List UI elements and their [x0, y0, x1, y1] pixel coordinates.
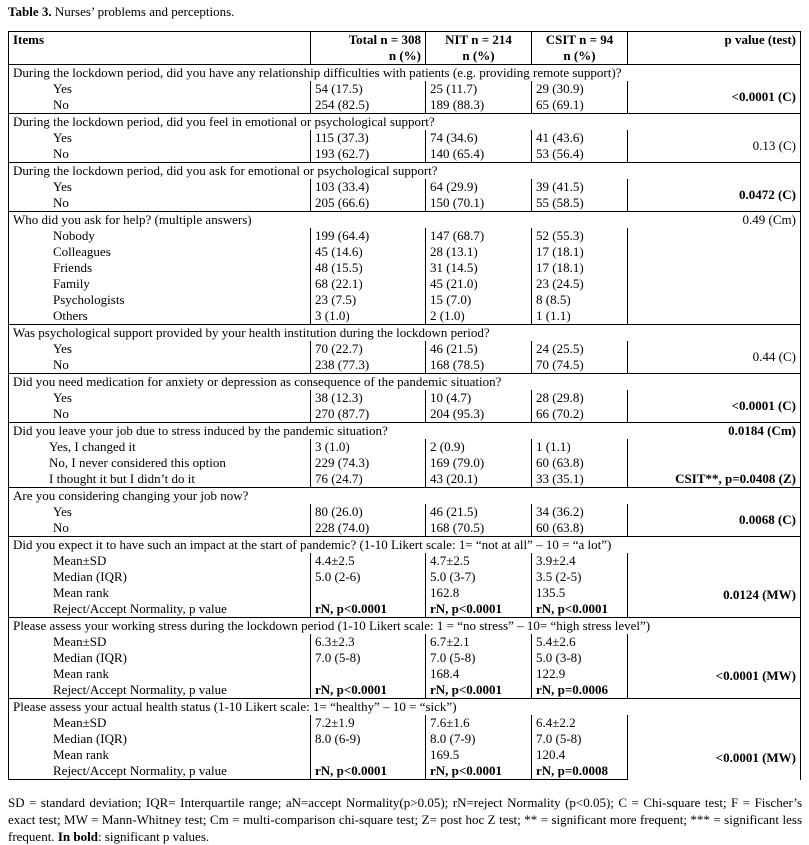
table-cell: 10 (4.7)	[426, 390, 532, 406]
table-cell: rN, p=0.0006	[532, 682, 628, 699]
table-cell: 2 (1.0)	[426, 308, 532, 325]
table-cell: 31 (14.5)	[426, 260, 532, 276]
table-cell: rN, p<0.0001	[311, 763, 426, 780]
table-cell: 228 (74.0)	[311, 520, 426, 537]
table-cell: 162.8	[426, 585, 532, 601]
table-row	[9, 228, 801, 244]
table-cell: 17 (18.1)	[532, 244, 628, 260]
table-cell: Friends	[9, 260, 311, 276]
table-cell: 65 (69.1)	[532, 97, 628, 114]
table-cell: 169 (79.0)	[426, 455, 532, 471]
table-cell: 23 (24.5)	[532, 276, 628, 292]
table-cell: Yes	[9, 81, 311, 97]
table-cell: Median (IQR)	[9, 569, 311, 585]
table-cell: 168 (78.5)	[426, 357, 532, 374]
table-cell	[628, 276, 801, 292]
table-row	[9, 292, 801, 308]
table-cell: Yes	[9, 179, 311, 195]
table-cell	[311, 585, 426, 601]
question-text: During the lockdown period, did you feel in emotional or psychological support?	[9, 114, 801, 131]
table-cell: 3 (1.0)	[311, 308, 426, 325]
table-row	[9, 244, 801, 260]
question-row	[9, 488, 801, 505]
table-cell: rN, p=0.0008	[532, 763, 628, 780]
table-cell: No	[9, 357, 311, 374]
question-row	[9, 114, 801, 131]
table-cell: Mean rank	[9, 666, 311, 682]
table-cell: Yes	[9, 390, 311, 406]
table-cell: Yes	[9, 504, 311, 520]
table-cell: No	[9, 406, 311, 423]
table-cell: 39 (41.5)	[532, 179, 628, 195]
col-nit: NIT n = 214 n (%)	[426, 32, 532, 65]
table-cell: 60 (63.8)	[532, 520, 628, 537]
table-cell: 189 (88.3)	[426, 97, 532, 114]
question-text: Who did you ask for help? (multiple answers)	[9, 212, 628, 229]
table-cell: Yes, I changed it	[9, 439, 311, 455]
question-row	[9, 65, 801, 82]
table-cell: 7.0 (5-8)	[311, 650, 426, 666]
question-text: Did you leave your job due to stress induced by the pandemic situation?	[9, 423, 628, 440]
table-cell: 68 (22.1)	[311, 276, 426, 292]
table-cell: rN, p<0.0001	[311, 601, 426, 618]
table-cell: 7.0 (5-8)	[532, 731, 628, 747]
table-cell: 3.9±2.4	[532, 553, 628, 569]
table-cell: 168 (70.5)	[426, 520, 532, 537]
p-value: 0.0124 (MW)	[628, 553, 801, 618]
table-cell: 140 (65.4)	[426, 146, 532, 163]
table-cell	[311, 747, 426, 763]
table-cell: 115 (37.3)	[311, 130, 426, 146]
table-cell: Nobody	[9, 228, 311, 244]
table-cell: 7.2±1.9	[311, 715, 426, 731]
table-cell: Colleagues	[9, 244, 311, 260]
table-cell: 6.4±2.2	[532, 715, 628, 731]
table-cell: 168.4	[426, 666, 532, 682]
caption-text: Nurses’ problems and perceptions.	[51, 4, 235, 19]
footnote-bold: In bold	[57, 829, 98, 844]
table-footnote	[8, 794, 802, 845]
footnote-tail: : significant p values.	[97, 829, 210, 844]
p-value: 0.13 (C)	[628, 130, 801, 163]
p-value: 0.49 (Cm)	[628, 212, 801, 229]
p-value: 0.44 (C)	[628, 341, 801, 374]
table-cell	[628, 228, 801, 244]
question-text: During the lockdown period, did you have any relationship difficulties with patients (e.g. providing remote support)?	[9, 65, 801, 82]
table-cell: 43 (20.1)	[426, 471, 532, 488]
p-value: <0.0001 (C)	[628, 81, 801, 114]
table-row	[9, 715, 801, 731]
table-cell: 6.3±2.3	[311, 634, 426, 650]
table-row	[9, 455, 801, 471]
table-cell: 204 (95.3)	[426, 406, 532, 423]
table-row	[9, 553, 801, 569]
table-cell: No	[9, 146, 311, 163]
question-text: Did you need medication for anxiety or depression as consequence of the pandemic situation?	[9, 374, 801, 391]
table-cell	[628, 455, 801, 471]
table-cell: 1 (1.1)	[532, 439, 628, 455]
p-value: 0.0184 (Cm)	[628, 423, 801, 440]
table-cell: rN, p<0.0001	[532, 601, 628, 618]
table-cell: Median (IQR)	[9, 731, 311, 747]
table-cell: 229 (74.3)	[311, 455, 426, 471]
table-cell	[628, 292, 801, 308]
table-header	[9, 32, 801, 65]
table-cell	[311, 666, 426, 682]
table-cell: Yes	[9, 341, 311, 357]
table-cell: 28 (13.1)	[426, 244, 532, 260]
table-cell	[628, 260, 801, 276]
table-cell: Reject/Accept Normality, p value	[9, 763, 311, 780]
question-row	[9, 423, 801, 440]
table-row	[9, 81, 801, 97]
question-text: Did you expect it to have such an impact at the start of pandemic? (1-10 Likert scale: 1= “not at all” – 10 = “a lot”)	[9, 537, 801, 554]
table-cell: 34 (36.2)	[532, 504, 628, 520]
table-cell: 4.7±2.5	[426, 553, 532, 569]
table-row	[9, 179, 801, 195]
table-cell: 205 (66.6)	[311, 195, 426, 212]
table-cell: rN, p<0.0001	[311, 682, 426, 699]
table-row	[9, 439, 801, 455]
p-value: 0.0472 (C)	[628, 179, 801, 212]
table-cell: 23 (7.5)	[311, 292, 426, 308]
table-cell: 5.0 (2-6)	[311, 569, 426, 585]
p-value: <0.0001 (MW)	[628, 715, 801, 780]
table-cell: 54 (17.5)	[311, 81, 426, 97]
col-items: Items	[9, 32, 311, 65]
table-cell: 70 (22.7)	[311, 341, 426, 357]
question-row	[9, 163, 801, 180]
table-cell: Psychologists	[9, 292, 311, 308]
table-cell: 28 (29.8)	[532, 390, 628, 406]
table-cell	[628, 308, 801, 325]
table-cell: No, I never considered this option	[9, 455, 311, 471]
question-text: Please assess your working stress during the lockdown period (1-10 Likert scale: 1 = “no stress” – 10= “high stress level”)	[9, 618, 801, 635]
table-cell: rN, p<0.0001	[426, 763, 532, 780]
table-cell: 270 (87.7)	[311, 406, 426, 423]
question-row	[9, 618, 801, 635]
table-cell: 193 (62.7)	[311, 146, 426, 163]
footnote-text: SD = standard deviation; IQR= Interquartile range; aN=accept Normality(p>0.05); rN=reject Normality (p<0.05); C = Chi-square test; F = Fischer’s exact test; MW = Mann-Whitney test; Cm = multi-comparison chi-square test; Z= post hoc Z test; ** = significant more frequent; *** = significant less frequent.	[8, 795, 802, 844]
table-cell: 6.7±2.1	[426, 634, 532, 650]
question-row	[9, 212, 801, 229]
table-cell: 45 (21.0)	[426, 276, 532, 292]
caption-label: Table 3.	[8, 4, 52, 19]
table-cell: 29 (30.9)	[532, 81, 628, 97]
table-cell: 70 (74.5)	[532, 357, 628, 374]
table-cell: 74 (34.6)	[426, 130, 532, 146]
table-cell: I thought it but I didn’t do it	[9, 471, 311, 488]
table-cell: No	[9, 520, 311, 537]
p-value: 0.0068 (C)	[628, 504, 801, 537]
col-csit: CSIT n = 94 n (%)	[532, 32, 628, 65]
table-cell: 80 (26.0)	[311, 504, 426, 520]
table-cell: 25 (11.7)	[426, 81, 532, 97]
table-cell: Reject/Accept Normality, p value	[9, 601, 311, 618]
table-cell: No	[9, 97, 311, 114]
table-cell: 120.4	[532, 747, 628, 763]
table-cell: 135.5	[532, 585, 628, 601]
table-cell: 169.5	[426, 747, 532, 763]
table-cell: 5.0 (3-7)	[426, 569, 532, 585]
table-row	[9, 634, 801, 650]
table-caption	[8, 4, 234, 20]
table-cell: 5.0 (3-8)	[532, 650, 628, 666]
question-text: Please assess your actual health status (1-10 Likert scale: 1= “healthy” – 10 = “sick”)	[9, 699, 801, 716]
table-cell: Mean±SD	[9, 553, 311, 569]
table-row	[9, 308, 801, 325]
p-value: <0.0001 (C)	[628, 390, 801, 423]
table-row	[9, 504, 801, 520]
table-cell: 8.0 (6-9)	[311, 731, 426, 747]
table-cell: 1 (1.1)	[532, 308, 628, 325]
question-row	[9, 325, 801, 342]
table-row	[9, 130, 801, 146]
question-row	[9, 699, 801, 716]
col-pvalue: p value (test)	[628, 32, 801, 65]
table-cell: 41 (43.6)	[532, 130, 628, 146]
table-cell: 33 (35.1)	[532, 471, 628, 488]
table-cell: 66 (70.2)	[532, 406, 628, 423]
question-text: Are you considering changing your job now?	[9, 488, 801, 505]
table-cell: 254 (82.5)	[311, 97, 426, 114]
results-table	[8, 31, 801, 780]
table-cell: 38 (12.3)	[311, 390, 426, 406]
table-cell: 5.4±2.6	[532, 634, 628, 650]
table-cell: 64 (29.9)	[426, 179, 532, 195]
table-cell: 3 (1.0)	[311, 439, 426, 455]
table-cell: Mean rank	[9, 585, 311, 601]
table-cell: 3.5 (2-5)	[532, 569, 628, 585]
table-cell: 45 (14.6)	[311, 244, 426, 260]
table-cell: Reject/Accept Normality, p value	[9, 682, 311, 699]
table-cell: 2 (0.9)	[426, 439, 532, 455]
table-cell: 53 (56.4)	[532, 146, 628, 163]
table-cell: rN, p<0.0001	[426, 682, 532, 699]
question-text: Was psychological support provided by your health institution during the lockdown period?	[9, 325, 801, 342]
table-cell: 15 (7.0)	[426, 292, 532, 308]
table-cell: rN, p<0.0001	[426, 601, 532, 618]
table-cell: 147 (68.7)	[426, 228, 532, 244]
table-cell: Mean±SD	[9, 715, 311, 731]
post-hoc-value: CSIT**, p=0.0408 (Z)	[628, 471, 801, 488]
table-cell: 17 (18.1)	[532, 260, 628, 276]
table-cell: 7.6±1.6	[426, 715, 532, 731]
table-row	[9, 276, 801, 292]
table-cell: 238 (77.3)	[311, 357, 426, 374]
table-cell: 8.0 (7-9)	[426, 731, 532, 747]
table-cell: 76 (24.7)	[311, 471, 426, 488]
table-cell: 46 (21.5)	[426, 504, 532, 520]
table-cell: 48 (15.5)	[311, 260, 426, 276]
table-cell: Median (IQR)	[9, 650, 311, 666]
table-cell: 60 (63.8)	[532, 455, 628, 471]
table-cell: 46 (21.5)	[426, 341, 532, 357]
table-row	[9, 390, 801, 406]
table-cell: Yes	[9, 130, 311, 146]
question-row	[9, 537, 801, 554]
table-cell: 103 (33.4)	[311, 179, 426, 195]
table-cell: 7.0 (5-8)	[426, 650, 532, 666]
table-cell: 24 (25.5)	[532, 341, 628, 357]
p-value: <0.0001 (MW)	[628, 634, 801, 699]
table-cell: 55 (58.5)	[532, 195, 628, 212]
table-cell: Others	[9, 308, 311, 325]
table-cell: 4.4±2.5	[311, 553, 426, 569]
table-cell: 52 (55.3)	[532, 228, 628, 244]
col-total: Total n = 308 n (%)	[311, 32, 426, 65]
table-cell: 122.9	[532, 666, 628, 682]
table-cell: Mean rank	[9, 747, 311, 763]
question-row	[9, 374, 801, 391]
table-cell: 150 (70.1)	[426, 195, 532, 212]
table-cell: 8 (8.5)	[532, 292, 628, 308]
table-row	[9, 341, 801, 357]
table-cell: No	[9, 195, 311, 212]
table-cell: 199 (64.4)	[311, 228, 426, 244]
table-cell: Mean±SD	[9, 634, 311, 650]
table-row	[9, 471, 801, 488]
table-cell	[628, 244, 801, 260]
table-row	[9, 260, 801, 276]
table-cell: Family	[9, 276, 311, 292]
question-text: During the lockdown period, did you ask for emotional or psychological support?	[9, 163, 801, 180]
table-cell	[628, 439, 801, 455]
